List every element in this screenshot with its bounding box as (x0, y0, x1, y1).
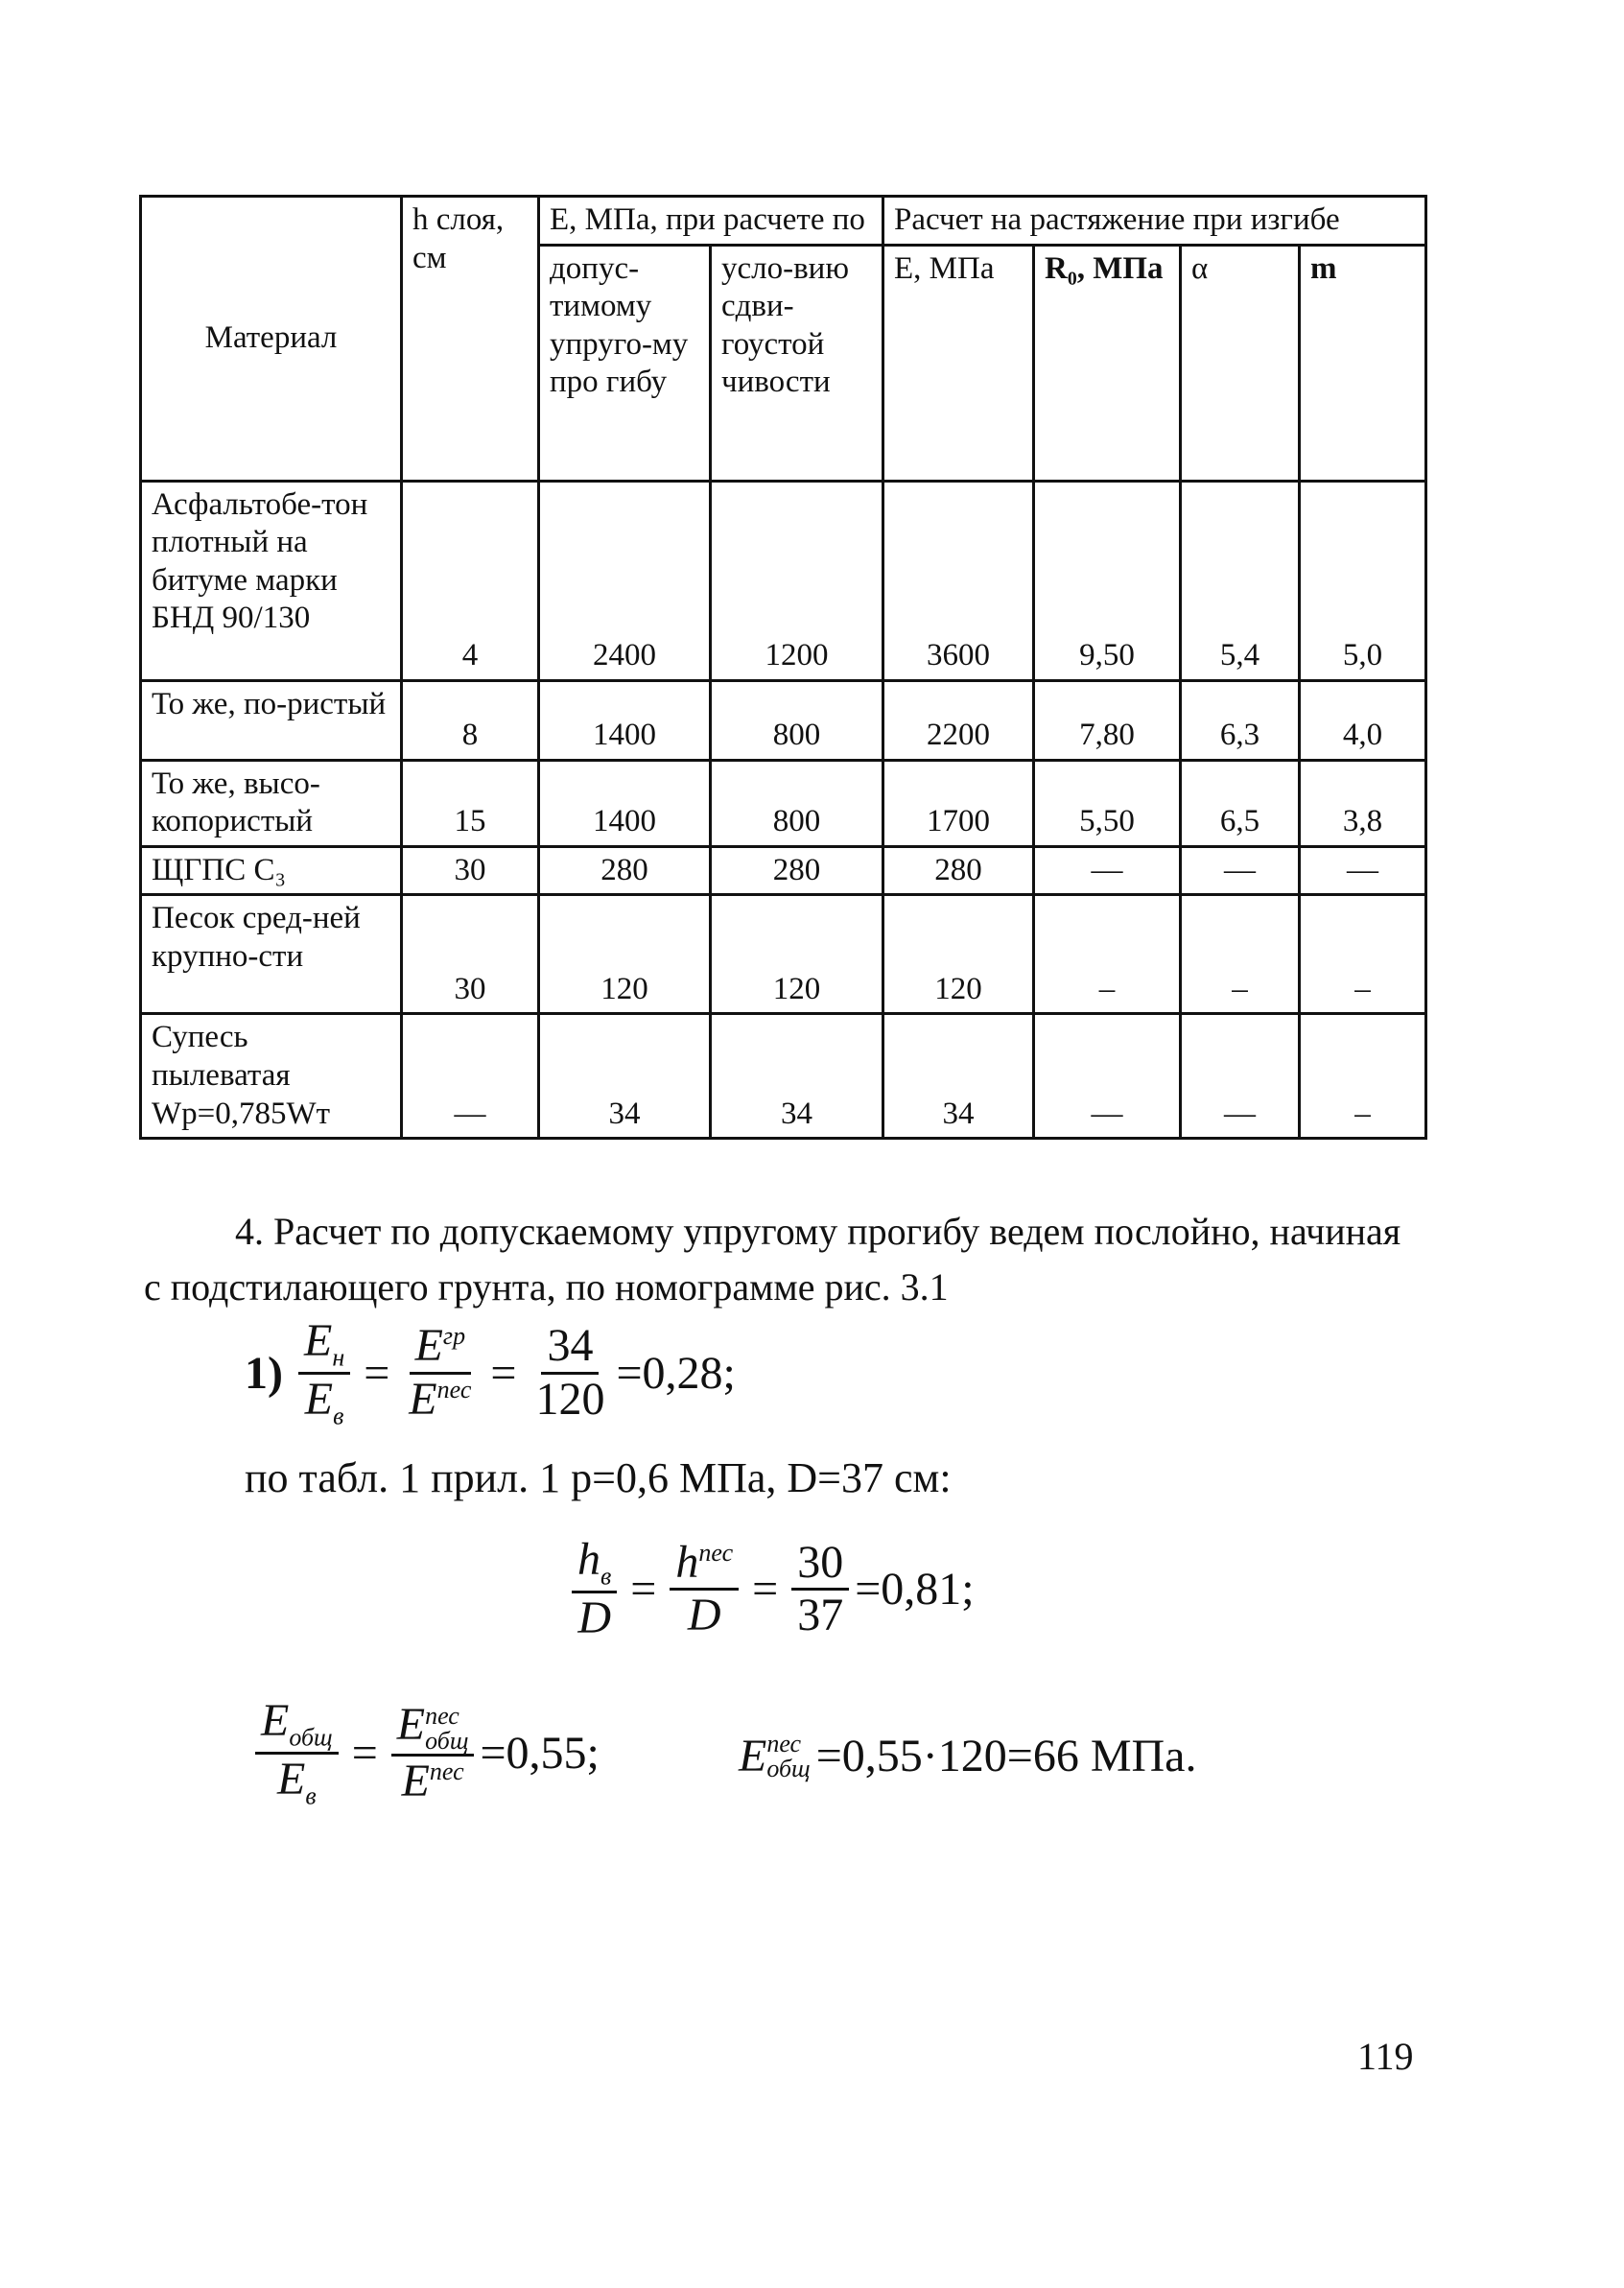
equation-2: $\frac{h_в}{D}$ = $\frac{h^{пес}}{D}$ = $\frac{30}{37}$ =0,81; (566, 1535, 975, 1644)
fraction: $\frac{E_{общ}}{E_в}$ (255, 1696, 339, 1810)
cell-m: 4,0 (1300, 680, 1426, 760)
cell-alpha: 6,5 (1181, 760, 1300, 846)
fraction: $\frac{30}{37}$ (791, 1538, 849, 1642)
equation-result: =0,81; (855, 1564, 975, 1616)
cell-alpha: 6,3 (1181, 680, 1300, 760)
cell-e-allow: 34 (539, 1014, 711, 1139)
header-bend-e: Е, МПа (883, 245, 1034, 481)
cell-e-shear: 800 (711, 680, 883, 760)
equation-1: 1) $\frac{E_н}{E_в}$ = $\frac{E^{гр}}{E^{пес}}$ = $\frac{34}{120}$ =0,28; (245, 1315, 736, 1430)
cell-e: 280 (883, 846, 1034, 895)
reference-note: по табл. 1 прил. 1 p=0,6 МПа, D=37 см: (245, 1454, 952, 1501)
cell-h: 8 (402, 680, 539, 760)
fraction: $\frac{E_н}{E_в}$ (298, 1316, 350, 1430)
cell-m: 3,8 (1300, 760, 1426, 846)
header-bend-group: Расчет на растяжение при изгибе (883, 197, 1426, 246)
cell-m: — (1300, 846, 1426, 895)
cell-e-shear: 34 (711, 1014, 883, 1139)
header-h: h слоя, см (402, 197, 539, 482)
cell-alpha: 5,4 (1181, 481, 1300, 680)
table-row (141, 760, 1426, 846)
table-row (141, 846, 1426, 895)
cell-e-allow: 1400 (539, 680, 711, 760)
cell-e-allow: 280 (539, 846, 711, 895)
cell-material: ЩГПС С₃ (141, 846, 402, 895)
cell-r: 7,80 (1034, 680, 1181, 760)
cell-e: 34 (883, 1014, 1034, 1139)
cell-material: То же, по-ристый (141, 680, 402, 760)
cell-h: 30 (402, 895, 539, 1014)
cell-e: 3600 (883, 481, 1034, 680)
fraction: $\frac{h^{пес}}{D}$ (670, 1538, 739, 1642)
cell-m: 5,0 (1300, 481, 1426, 680)
cell-m: – (1300, 1014, 1426, 1139)
fraction: $\frac{E^{гр}}{E^{пес}}$ (409, 1320, 472, 1426)
table-row (141, 680, 1426, 760)
cell-r: 5,50 (1034, 760, 1181, 846)
table-row (141, 1014, 1426, 1139)
cell-e-shear: 800 (711, 760, 883, 846)
page-number: 119 (1357, 2035, 1414, 2078)
cell-h: — (402, 1014, 539, 1139)
header-material: Материал (141, 197, 402, 482)
cell-e: 2200 (883, 680, 1034, 760)
equation-result: =0,55·120=66 МПа. (815, 1731, 1197, 1781)
cell-h: 30 (402, 846, 539, 895)
cell-h: 4 (402, 481, 539, 680)
cell-material: То же, высо-копористый (141, 760, 402, 846)
equation-result: =0,28; (616, 1348, 736, 1400)
cell-material: Песок сред-ней крупно-сти (141, 895, 402, 1014)
cell-e-shear: 280 (711, 846, 883, 895)
cell-material: Асфальтобе-тон плотный на битуме марки БНД 90/130 (141, 481, 402, 680)
header-e-allow: допус-тимому упруго-му про гибу (539, 245, 711, 481)
cell-e-shear: 120 (711, 895, 883, 1014)
header-e-shear: усло-вию сдви-гоустой чивости (711, 245, 883, 481)
cell-e-shear: 1200 (711, 481, 883, 680)
cell-h: 15 (402, 760, 539, 846)
cell-e-allow: 2400 (539, 481, 711, 680)
header-bend-m: m (1300, 245, 1426, 481)
cell-e: 120 (883, 895, 1034, 1014)
paragraph-step-4: 4. Расчет по допускаемому упругому прогибу ведем послойно, начиная с подстилающего грунта, по номограмме рис. 3.1 (144, 1210, 1401, 1309)
cell-r: 9,50 (1034, 481, 1181, 680)
header-bend-alpha: α (1181, 245, 1300, 481)
cell-r: — (1034, 846, 1181, 895)
cell-m: – (1300, 895, 1426, 1014)
header-bend-r: R₀, МПа (1034, 245, 1181, 481)
cell-e-allow: 1400 (539, 760, 711, 846)
header-e-group: Е, МПа, при расчете по (539, 197, 883, 246)
cell-r: – (1034, 895, 1181, 1014)
equation-result: =0,55; (480, 1728, 600, 1780)
cell-material: Супесь пылеватая Wp=0,785Wт (141, 1014, 402, 1139)
cell-e-allow: 120 (539, 895, 711, 1014)
cell-r: — (1034, 1014, 1181, 1139)
table-row (141, 895, 1426, 1014)
cell-e: 1700 (883, 760, 1034, 846)
table-row (141, 481, 1426, 680)
fraction: $\frac{34}{120}$ (535, 1320, 605, 1426)
fraction: $\frac{h_в}{D}$ (572, 1535, 617, 1644)
fraction: E пес общ $E^{пес}$ (391, 1700, 475, 1807)
equation-label: 1) (245, 1348, 283, 1400)
equation-4: E пес общ =0,55·120=66 МПа. (739, 1729, 1197, 1782)
material-table (139, 195, 1427, 1140)
cell-alpha: — (1181, 846, 1300, 895)
cell-alpha: — (1181, 1014, 1300, 1139)
cell-alpha: – (1181, 895, 1300, 1014)
equation-3: $\frac{E_{общ}}{E_в}$ = E пес общ $E^{пес}$ =0,55; (249, 1696, 600, 1810)
